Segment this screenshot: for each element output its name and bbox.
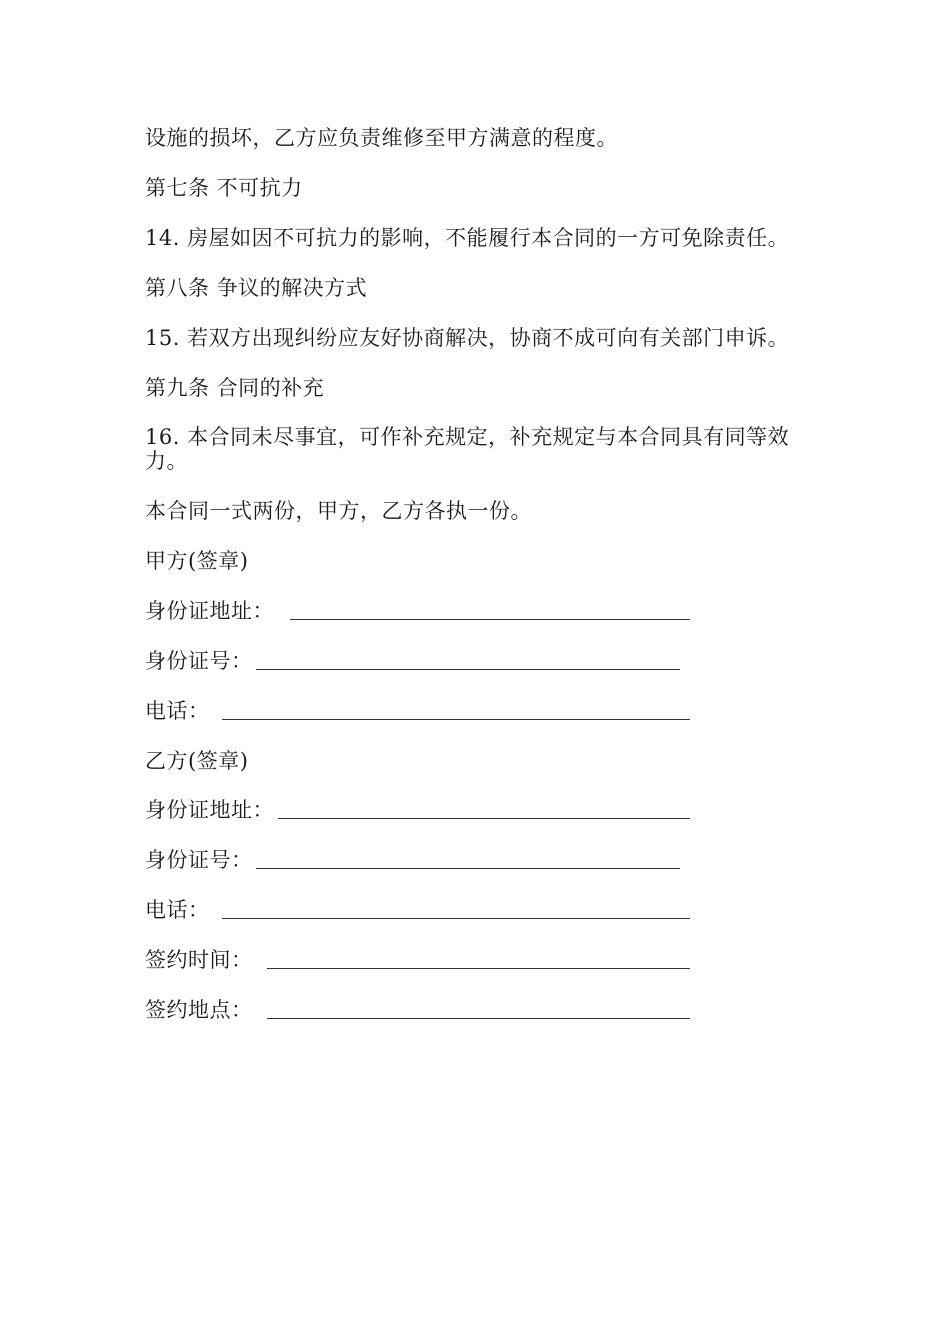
party-a-phone-blank[interactable] — [222, 719, 690, 720]
clause-14: 14. 房屋如因不可抗力的影响，不能履行本合同的一方可免除责任。 — [145, 226, 790, 250]
party-b-heading: 乙方(签章) — [145, 749, 249, 773]
party-b-phone-row — [145, 897, 705, 927]
party-a-id-address-row — [145, 598, 705, 628]
party-b-id-address-blank[interactable] — [278, 818, 690, 819]
signing-time-blank[interactable] — [267, 968, 690, 969]
party-a-phone-label: 电话： — [145, 699, 210, 723]
party-a-id-address-blank[interactable] — [290, 619, 690, 620]
party-a-id-number-blank[interactable] — [256, 669, 680, 670]
article-7-heading: 第七条 不可抗力 — [145, 176, 303, 200]
article-9-heading: 第九条 合同的补充 — [145, 376, 325, 400]
article-8-heading: 第八条 争议的解决方式 — [145, 276, 368, 300]
party-b-id-number-label: 身份证号： — [145, 848, 253, 872]
party-a-id-address-label: 身份证地址： — [145, 599, 274, 623]
clause-15: 15. 若双方出现纠纷应友好协商解决，协商不成可向有关部门申诉。 — [145, 326, 790, 350]
party-a-id-number-label: 身份证号： — [145, 649, 253, 673]
party-b-id-address-label: 身份证地址： — [145, 798, 274, 822]
signing-place-blank[interactable] — [267, 1018, 690, 1019]
party-b-id-number-row — [145, 847, 705, 877]
party-a-phone-row — [145, 698, 705, 728]
signing-time-row — [145, 947, 705, 977]
party-b-phone-blank[interactable] — [222, 918, 690, 919]
party-a-id-number-row — [145, 648, 705, 678]
clause-16: 16. 本合同未尽事宜，可作补充规定，补充规定与本合同具有同等效力。 — [145, 425, 790, 473]
signing-time-label: 签约时间： — [145, 948, 253, 972]
signing-place-row — [145, 997, 705, 1027]
party-a-heading: 甲方(签章) — [145, 549, 249, 573]
copies-statement: 本合同一式两份，甲方，乙方各执一份。 — [145, 499, 532, 523]
paragraph-facility-repair: 设施的损坏，乙方应负责维修至甲方满意的程度。 — [145, 126, 618, 150]
party-b-id-number-blank[interactable] — [256, 868, 680, 869]
signing-place-label: 签约地点： — [145, 998, 253, 1022]
party-b-phone-label: 电话： — [145, 898, 210, 922]
party-b-id-address-row — [145, 797, 705, 827]
